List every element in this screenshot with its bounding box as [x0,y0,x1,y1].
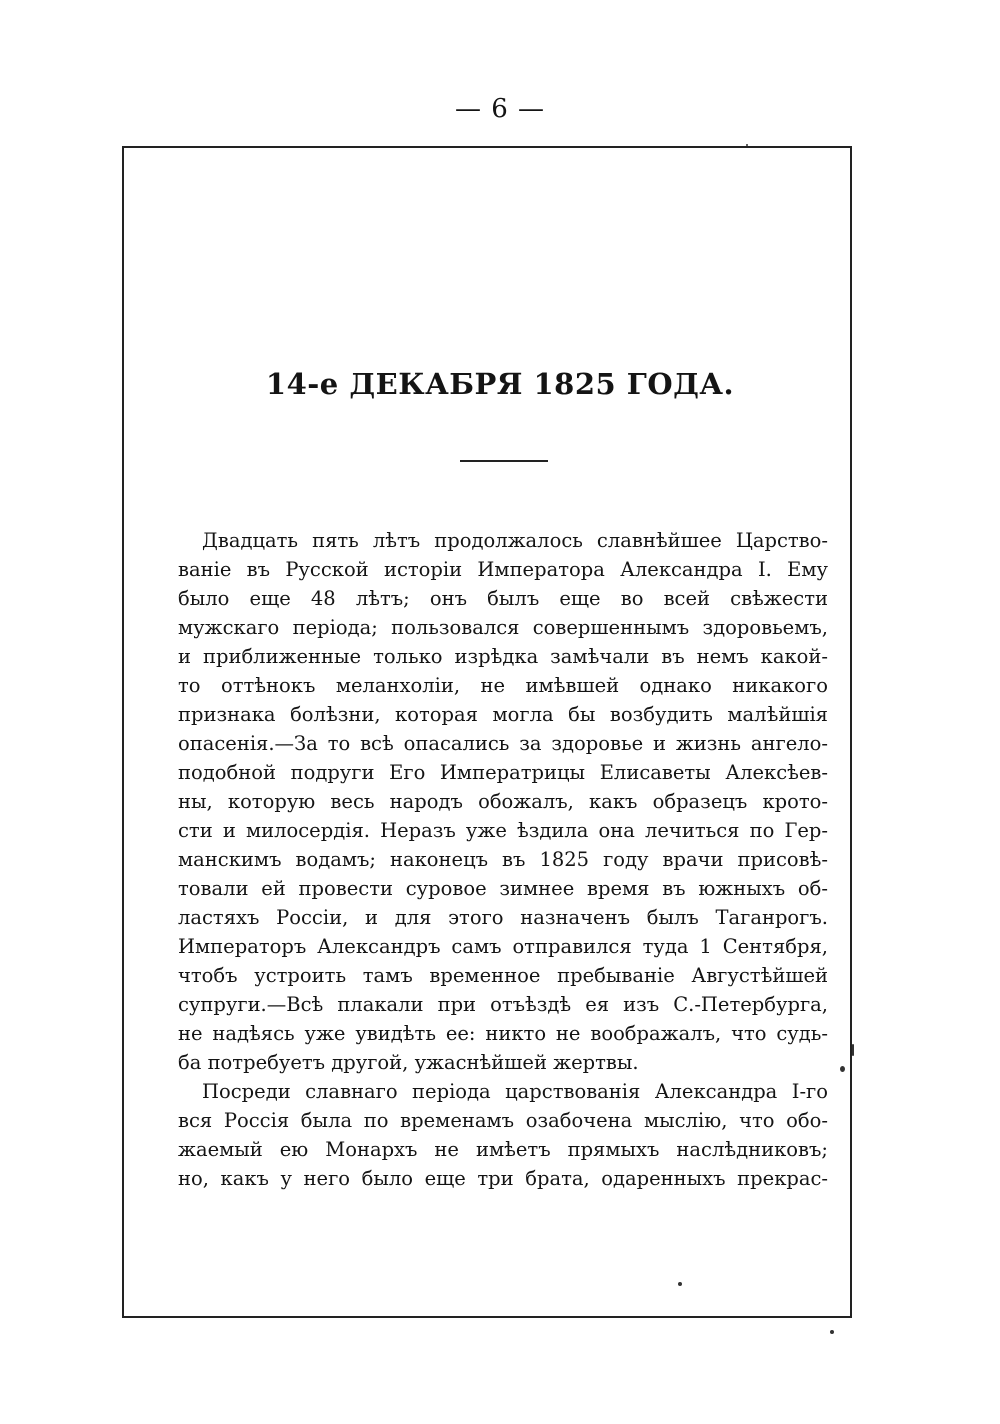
text-line: ба потребуетъ другой, ужаснѣйшей жертвы. [178,1051,639,1074]
paragraph [178,1077,828,1193]
text-line: мужскаго періода; пользовался совершеннымъ здоровьемъ, [178,616,828,639]
text-line: ластяхъ Россіи, и для этого назначенъ былъ Таганрогъ. [178,906,828,929]
text-line: признака болѣзни, которая могла бы возбудить малѣйшія [178,703,828,726]
text-line: ваніе въ Русской исторіи Императора Александра I. Ему [178,558,828,581]
text-line: товали ей провести суровое зимнее время въ южныхъ об- [178,877,828,900]
text-line: было еще 48 лѣтъ; онъ былъ еще во всей свѣжести [178,587,828,610]
chapter-title: 14-е ДЕКАБРЯ 1825 ГОДА. [265,367,735,401]
text-line: не надѣясь уже увидѣть ее: никто не воображалъ, что судь- [178,1022,828,1045]
scan-speck [678,1282,682,1286]
text-line: вся Россія была по временамъ озабочена мыслію, что обо- [178,1109,828,1132]
text-line: супруги.—Всѣ плакали при отъѣздѣ ея изъ С.-Петербурга, [178,993,828,1016]
text-line: опасенія.—За то всѣ опасались за здоровье и жизнь ангело- [178,732,828,755]
text-line: но, какъ у него было еще три брата, одаренныхъ прекрас- [178,1167,828,1190]
text-line: Посреди славнаго періода царствованія Александра I-го [202,1080,828,1103]
scan-speck [840,1066,845,1072]
text-line: подобной подруги Его Императрицы Елисаветы Алексѣев- [178,761,828,784]
paragraph [178,526,828,1077]
text-line: то оттѣнокъ меланхоліи, не имѣвшей однако никакого [178,674,828,697]
text-line: ны, которую весь народъ обожалъ, какъ образецъ крото- [178,790,828,813]
body-text [178,526,828,1193]
text-line: Двадцать пять лѣтъ продолжалось славнѣйшее Царство- [202,529,828,552]
scan-speck [830,1330,834,1334]
text-line: чтобъ устроить тамъ временное пребываніе Августѣйшей [178,964,828,987]
page-number: — 6 — [454,94,546,124]
scan-speck [746,144,748,146]
scan-speck [852,1044,854,1056]
text-line: жаемый ею Монархъ не имѣетъ прямыхъ наслѣдниковъ; [178,1138,828,1161]
text-line: манскимъ водамъ; наконецъ въ 1825 году врачи присовѣ- [178,848,828,871]
title-divider [460,460,548,462]
text-line: и приближенные только изрѣдка замѣчали въ немъ какой- [178,645,828,668]
text-line: сти и милосердія. Неразъ уже ѣздила она лечиться по Гер- [178,819,828,842]
text-line: Императоръ Александръ самъ отправился туда 1 Сентября, [178,935,828,958]
